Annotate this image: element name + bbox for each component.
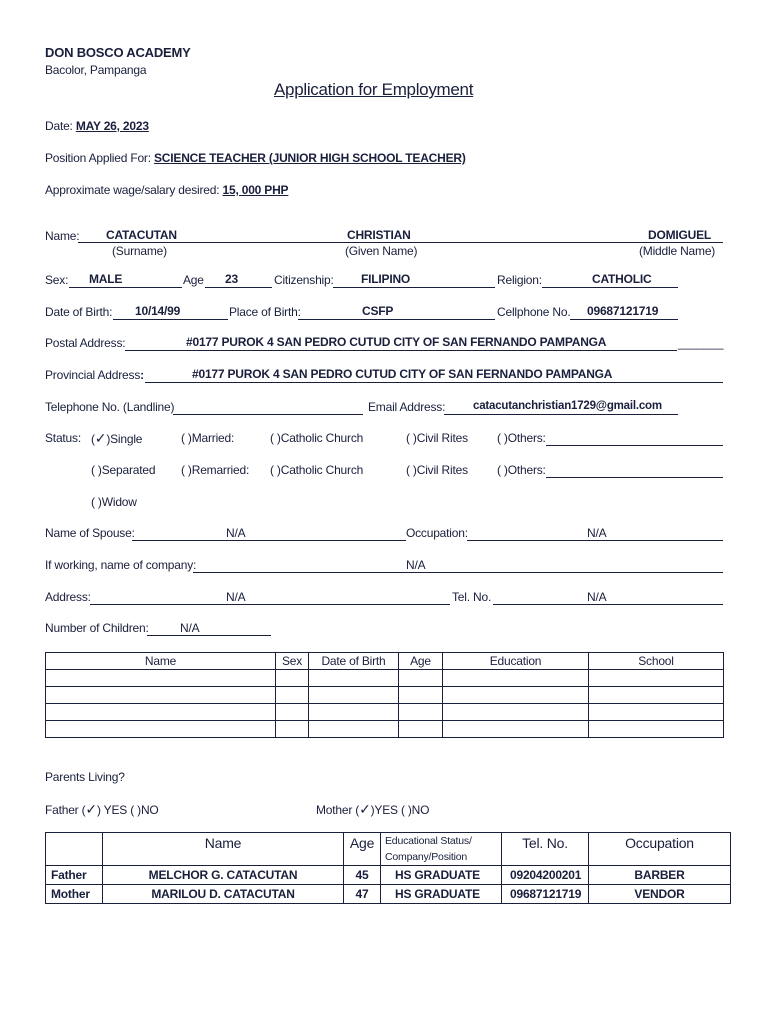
mother-check-icon: ✓ xyxy=(359,801,371,817)
col-parent-occupation: Occupation xyxy=(589,833,731,866)
children-count-label: Number of Children: xyxy=(45,621,149,635)
name-underline xyxy=(78,242,723,243)
table-row xyxy=(46,687,724,704)
col-parent-name: Name xyxy=(103,833,344,866)
middle-name-caption: (Middle Name) xyxy=(639,244,716,258)
wage-label: Approximate wage/salary desired: xyxy=(45,183,223,197)
company-value: N/A xyxy=(406,558,426,572)
postal-underline xyxy=(125,350,677,351)
provincial-value: #0177 PUROK 4 SAN PEDRO CUTUD CITY OF SAN FERNANDO PAMPANGA xyxy=(192,367,613,381)
company-underline xyxy=(193,572,723,573)
col-school: School xyxy=(589,653,724,670)
occupation-underline xyxy=(467,540,723,541)
status-single xyxy=(91,430,142,447)
edu-header-line2: Company/Position xyxy=(385,851,468,863)
school-location: Bacolor, Pampanga xyxy=(45,63,147,77)
status-catholic-1: ( )Catholic Church xyxy=(270,431,364,445)
occupation-value: N/A xyxy=(587,526,607,540)
age-label: Age xyxy=(183,273,204,287)
father-label: Father ( xyxy=(45,803,86,817)
provincial-underline xyxy=(145,382,723,383)
mother-label: Mother ( xyxy=(316,803,360,817)
cellphone-underline xyxy=(570,319,678,320)
status-widow: ( )Widow xyxy=(91,495,137,509)
middle-name-value: DOMIGUEL xyxy=(648,228,712,242)
religion-underline xyxy=(542,287,678,288)
father-options: ) YES ( )NO xyxy=(96,803,159,817)
dob-value: 10/14/99 xyxy=(135,304,181,318)
parent-occupation: VENDOR xyxy=(589,885,731,904)
position-value: SCIENCE TEACHER (JUNIOR HIGH SCHOOL TEACHER) xyxy=(154,151,466,165)
school-name: DON BOSCO ACADEMY xyxy=(45,45,191,60)
given-name-value: CHRISTIAN xyxy=(347,228,411,242)
others-2-underline xyxy=(546,477,723,478)
address-label: Address: xyxy=(45,590,91,604)
parent-occupation: BARBER xyxy=(589,866,731,885)
wage-field xyxy=(45,183,288,197)
provincial-colon: : xyxy=(140,368,144,382)
postal-label: Postal Address: xyxy=(45,336,126,350)
cellphone-value: 09687121719 xyxy=(587,304,659,318)
sex-value: MALE xyxy=(89,272,123,286)
parents-question: Parents Living? xyxy=(45,770,125,784)
col-parent-tel: Tel. No. xyxy=(502,833,589,866)
father-check-icon: ✓ xyxy=(85,801,97,817)
children-count-value: N/A xyxy=(180,621,200,635)
date-field xyxy=(45,119,149,133)
postal-tail: _______ xyxy=(678,336,724,350)
age-value: 23 xyxy=(225,272,238,286)
citizenship-underline xyxy=(333,287,495,288)
col-age: Age xyxy=(399,653,443,670)
parent-education: HS GRADUATE xyxy=(381,885,502,904)
father-living xyxy=(45,801,159,818)
parents-table xyxy=(45,832,731,904)
status-catholic-2: ( )Catholic Church xyxy=(270,463,364,477)
tel-value: N/A xyxy=(587,590,607,604)
single-open-paren: ( xyxy=(91,432,95,446)
col-parent-education xyxy=(381,833,502,866)
position-label: Position Applied For: xyxy=(45,151,154,165)
table-row xyxy=(46,704,724,721)
spouse-value: N/A xyxy=(226,526,246,540)
dob-label: Date of Birth: xyxy=(45,305,113,319)
postal-value: #0177 PUROK 4 SAN PEDRO CUTUD CITY OF SAN FERNANDO PAMPANGA xyxy=(186,335,607,349)
parent-tel: 09687121719 xyxy=(502,885,589,904)
telephone-underline xyxy=(173,414,363,415)
table-row xyxy=(46,885,731,904)
pob-underline xyxy=(298,319,495,320)
date-value: MAY 26, 2023 xyxy=(75,119,149,133)
col-parent-age: Age xyxy=(344,833,381,866)
single-check-icon: ✓ xyxy=(94,430,107,446)
status-civil-2: ( )Civil Rites xyxy=(406,463,468,477)
status-remarried: ( )Remarried: xyxy=(181,463,250,477)
email-underline xyxy=(444,414,678,415)
parents-table-header xyxy=(46,833,731,866)
tel-underline xyxy=(493,604,723,605)
dob-underline xyxy=(113,319,228,320)
provincial-field xyxy=(45,368,144,382)
status-separated: ( )Separated xyxy=(91,463,156,477)
status-married: ( )Married: xyxy=(181,431,235,445)
parent-name: MARILOU D. CATACUTAN xyxy=(103,885,344,904)
col-role xyxy=(46,833,103,866)
col-dob: Date of Birth xyxy=(309,653,399,670)
cellphone-label: Cellphone No. xyxy=(497,305,571,319)
spouse-label: Name of Spouse: xyxy=(45,526,135,540)
email-label: Email Address: xyxy=(368,400,446,414)
edu-header-line1: Educational Status/ xyxy=(385,835,472,847)
citizenship-label: Citizenship: xyxy=(274,273,334,287)
date-label: Date: xyxy=(45,119,76,133)
telephone-label: Telephone No. (Landline) xyxy=(45,400,175,414)
status-others-2: ( )Others: xyxy=(497,463,546,477)
name-label: Name: xyxy=(45,229,80,243)
pob-value: CSFP xyxy=(362,304,394,318)
col-name: Name xyxy=(46,653,276,670)
mother-options: )YES ( )NO xyxy=(370,803,430,817)
table-row xyxy=(46,670,724,687)
citizenship-value: FILIPINO xyxy=(361,272,411,286)
single-label: )Single xyxy=(106,432,143,446)
parent-role: Father xyxy=(46,866,103,885)
spouse-underline xyxy=(132,540,406,541)
surname-value: CATACUTAN xyxy=(106,228,177,242)
tel-label: Tel. No. xyxy=(452,590,492,604)
sex-underline xyxy=(69,287,182,288)
sex-label: Sex: xyxy=(45,273,69,287)
parent-age: 47 xyxy=(344,885,381,904)
parent-age: 45 xyxy=(344,866,381,885)
others-1-underline xyxy=(546,445,723,446)
religion-value: CATHOLIC xyxy=(592,272,652,286)
email-value: catacutanchristian1729@gmail.com xyxy=(473,400,662,412)
col-education: Education xyxy=(443,653,589,670)
provincial-label: Provincial Address xyxy=(45,368,141,382)
children-table xyxy=(45,652,724,738)
wage-value: 15, 000 PHP xyxy=(222,183,289,197)
company-label: If working, name of company: xyxy=(45,558,197,572)
age-underline xyxy=(205,287,272,288)
parent-education: HS GRADUATE xyxy=(381,866,502,885)
occupation-label: Occupation: xyxy=(406,526,468,540)
status-civil-1: ( )Civil Rites xyxy=(406,431,468,445)
children-table-header xyxy=(46,653,724,670)
children-count-underline xyxy=(147,635,271,636)
status-others-1: ( )Others: xyxy=(497,431,546,445)
religion-label: Religion: xyxy=(497,273,542,287)
parent-role: Mother xyxy=(46,885,103,904)
given-name-caption: (Given Name) xyxy=(345,244,418,258)
parent-name: MELCHOR G. CATACUTAN xyxy=(103,866,344,885)
position-field xyxy=(45,151,466,165)
address-value: N/A xyxy=(226,590,246,604)
col-sex: Sex xyxy=(276,653,309,670)
form-title: Application for Employment xyxy=(274,80,474,99)
surname-caption: (Surname) xyxy=(112,244,167,258)
pob-label: Place of Birth: xyxy=(229,305,301,319)
table-row xyxy=(46,866,731,885)
address-underline xyxy=(90,604,450,605)
table-row xyxy=(46,721,724,738)
mother-living xyxy=(316,801,429,818)
parent-tel: 09204200201 xyxy=(502,866,589,885)
status-label: Status: xyxy=(45,431,81,445)
